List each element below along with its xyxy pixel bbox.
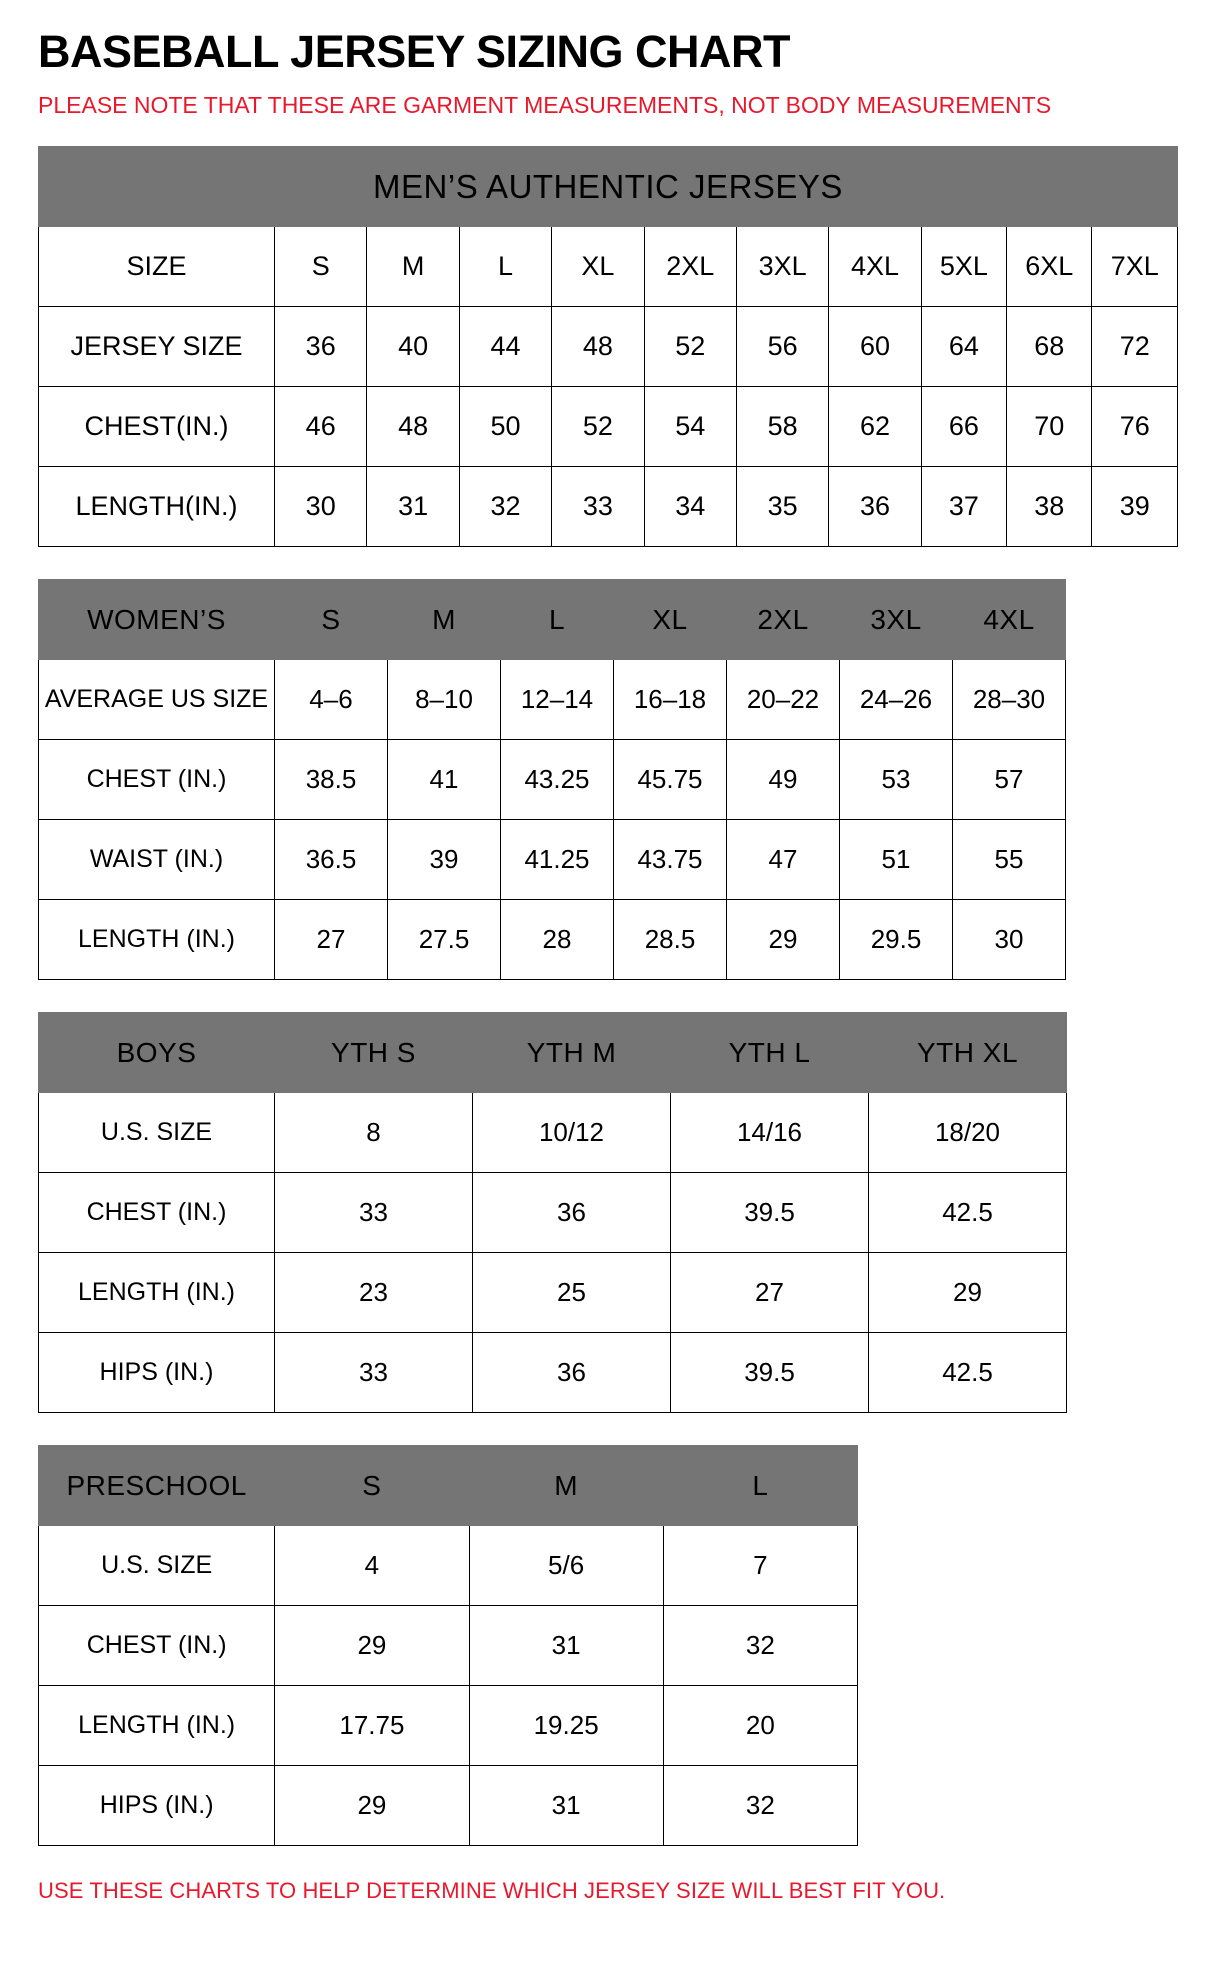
table-cell: 39 xyxy=(1092,467,1178,547)
table-row xyxy=(39,1766,858,1846)
table-cell: 52 xyxy=(552,387,644,467)
table-cell: 28.5 xyxy=(614,900,727,980)
table-cell: 42.5 xyxy=(869,1173,1067,1253)
table-row xyxy=(39,1093,1067,1173)
row-label-size: SIZE xyxy=(39,227,275,307)
table-cell: 31 xyxy=(367,467,459,547)
mens-authentic-jerseys-table xyxy=(38,146,1178,547)
table-cell: 64 xyxy=(921,307,1006,387)
table-cell: 44 xyxy=(459,307,551,387)
table-cell: 53 xyxy=(840,740,953,820)
table-row xyxy=(39,1526,858,1606)
table-cell: 32 xyxy=(459,467,551,547)
table-row-banner xyxy=(39,147,1178,227)
table-row xyxy=(39,1686,858,1766)
table-cell: 27 xyxy=(275,900,388,980)
table-cell: 36.5 xyxy=(275,820,388,900)
table-cell: 34 xyxy=(644,467,736,547)
table-cell: 4XL xyxy=(829,227,921,307)
table-row xyxy=(39,467,1178,547)
table-cell: 70 xyxy=(1007,387,1092,467)
table-cell: 4 xyxy=(275,1526,469,1606)
table-cell: 8–10 xyxy=(388,660,501,740)
table-cell: 33 xyxy=(275,1333,473,1413)
table-cell: 23 xyxy=(275,1253,473,1333)
table-cell: 41.25 xyxy=(501,820,614,900)
row-label-us-size: U.S. SIZE xyxy=(39,1526,275,1606)
table-row xyxy=(39,660,1066,740)
table-cell: 29 xyxy=(869,1253,1067,1333)
table-cell: 5XL xyxy=(921,227,1006,307)
table-cell: XL xyxy=(552,227,644,307)
row-label-length: LENGTH (IN.) xyxy=(39,1686,275,1766)
mens-banner: MEN’S AUTHENTIC JERSEYS xyxy=(39,147,1178,227)
table-row xyxy=(39,1253,1067,1333)
preschool-banner-label: PRESCHOOL xyxy=(39,1446,275,1526)
boys-size-header: YTH L xyxy=(671,1013,869,1093)
row-label-hips: HIPS (IN.) xyxy=(39,1333,275,1413)
table-cell: 72 xyxy=(1092,307,1178,387)
preschool-size-header: M xyxy=(469,1446,663,1526)
table-cell: 33 xyxy=(275,1173,473,1253)
table-cell: 29.5 xyxy=(840,900,953,980)
table-cell: 12–14 xyxy=(501,660,614,740)
table-row xyxy=(39,900,1066,980)
row-label-chest: CHEST (IN.) xyxy=(39,1173,275,1253)
table-cell: 36 xyxy=(473,1173,671,1253)
table-cell: 46 xyxy=(275,387,367,467)
womens-size-header: L xyxy=(501,580,614,660)
table-cell: 17.75 xyxy=(275,1686,469,1766)
row-label-chest: CHEST (IN.) xyxy=(39,740,275,820)
table-cell: S xyxy=(275,227,367,307)
table-row xyxy=(39,1333,1067,1413)
table-cell: 45.75 xyxy=(614,740,727,820)
table-cell: 38.5 xyxy=(275,740,388,820)
table-row xyxy=(39,307,1178,387)
table-cell: 14/16 xyxy=(671,1093,869,1173)
table-cell: 32 xyxy=(663,1606,857,1686)
table-cell: 38 xyxy=(1007,467,1092,547)
row-label-chest: CHEST(IN.) xyxy=(39,387,275,467)
table-cell: L xyxy=(459,227,551,307)
page-title: BASEBALL JERSEY SIZING CHART xyxy=(38,26,790,77)
table-cell: 42.5 xyxy=(869,1333,1067,1413)
table-cell: 7XL xyxy=(1092,227,1178,307)
table-row xyxy=(39,740,1066,820)
table-cell: 20–22 xyxy=(727,660,840,740)
table-cell: 48 xyxy=(367,387,459,467)
table-cell: 8 xyxy=(275,1093,473,1173)
table-cell: 37 xyxy=(921,467,1006,547)
table-cell: 49 xyxy=(727,740,840,820)
table-cell: 54 xyxy=(644,387,736,467)
table-cell: 31 xyxy=(469,1766,663,1846)
table-cell: 29 xyxy=(275,1766,469,1846)
table-cell: 47 xyxy=(727,820,840,900)
row-label-us-size: U.S. SIZE xyxy=(39,1093,275,1173)
row-label-length: LENGTH(IN.) xyxy=(39,467,275,547)
boys-banner-label: BOYS xyxy=(39,1013,275,1093)
table-cell: 43.25 xyxy=(501,740,614,820)
table-cell: 57 xyxy=(953,740,1066,820)
table-row xyxy=(39,1606,858,1686)
preschool-jerseys-table xyxy=(38,1445,858,1846)
row-label-jersey-size: JERSEY SIZE xyxy=(39,307,275,387)
boys-jerseys-table xyxy=(38,1012,1067,1413)
boys-size-header: YTH XL xyxy=(869,1013,1067,1093)
table-cell: 68 xyxy=(1007,307,1092,387)
table-cell: 33 xyxy=(552,467,644,547)
table-cell: 56 xyxy=(736,307,828,387)
womens-size-header: 3XL xyxy=(840,580,953,660)
table-row xyxy=(39,820,1066,900)
table-cell: 55 xyxy=(953,820,1066,900)
table-row xyxy=(39,227,1178,307)
table-cell: 28–30 xyxy=(953,660,1066,740)
table-cell: 39.5 xyxy=(671,1173,869,1253)
table-cell: 35 xyxy=(736,467,828,547)
table-cell: 48 xyxy=(552,307,644,387)
table-cell: 27.5 xyxy=(388,900,501,980)
table-cell: 7 xyxy=(663,1526,857,1606)
table-cell: 66 xyxy=(921,387,1006,467)
row-label-hips: HIPS (IN.) xyxy=(39,1766,275,1846)
table-cell: 27 xyxy=(671,1253,869,1333)
row-label-length: LENGTH (IN.) xyxy=(39,900,275,980)
table-cell: 43.75 xyxy=(614,820,727,900)
womens-jerseys-table xyxy=(38,579,1066,980)
table-cell: 40 xyxy=(367,307,459,387)
table-cell: 51 xyxy=(840,820,953,900)
table-cell: 62 xyxy=(829,387,921,467)
preschool-size-header: L xyxy=(663,1446,857,1526)
table-cell: 5/6 xyxy=(469,1526,663,1606)
womens-size-header: 4XL xyxy=(953,580,1066,660)
table-cell: 29 xyxy=(275,1606,469,1686)
table-cell: 39 xyxy=(388,820,501,900)
table-cell: 60 xyxy=(829,307,921,387)
boys-size-header: YTH S xyxy=(275,1013,473,1093)
table-cell: 4–6 xyxy=(275,660,388,740)
table-row xyxy=(39,387,1178,467)
garment-measurement-note: PLEASE NOTE THAT THESE ARE GARMENT MEASUREMENTS, NOT BODY MEASUREMENTS xyxy=(38,92,1052,119)
table-cell: M xyxy=(367,227,459,307)
boys-size-header: YTH M xyxy=(473,1013,671,1093)
table-cell: 31 xyxy=(469,1606,663,1686)
table-cell: 30 xyxy=(275,467,367,547)
table-cell: 36 xyxy=(275,307,367,387)
table-cell: 50 xyxy=(459,387,551,467)
table-cell: 29 xyxy=(727,900,840,980)
table-cell: 32 xyxy=(663,1766,857,1846)
table-cell: 6XL xyxy=(1007,227,1092,307)
table-cell: 19.25 xyxy=(469,1686,663,1766)
table-cell: 16–18 xyxy=(614,660,727,740)
table-cell: 39.5 xyxy=(671,1333,869,1413)
table-cell: 20 xyxy=(663,1686,857,1766)
table-cell: 30 xyxy=(953,900,1066,980)
womens-banner-label: WOMEN’S xyxy=(39,580,275,660)
preschool-size-header: S xyxy=(275,1446,469,1526)
table-row-banner xyxy=(39,580,1066,660)
womens-size-header: S xyxy=(275,580,388,660)
table-cell: 41 xyxy=(388,740,501,820)
table-cell: 24–26 xyxy=(840,660,953,740)
womens-size-header: 2XL xyxy=(727,580,840,660)
table-row-banner xyxy=(39,1013,1067,1093)
table-row-banner xyxy=(39,1446,858,1526)
womens-size-header: XL xyxy=(614,580,727,660)
table-cell: 28 xyxy=(501,900,614,980)
row-label-average-us-size: AVERAGE US SIZE xyxy=(39,660,275,740)
table-cell: 2XL xyxy=(644,227,736,307)
row-label-chest: CHEST (IN.) xyxy=(39,1606,275,1686)
table-cell: 3XL xyxy=(736,227,828,307)
table-cell: 18/20 xyxy=(869,1093,1067,1173)
table-cell: 10/12 xyxy=(473,1093,671,1173)
table-cell: 58 xyxy=(736,387,828,467)
table-cell: 76 xyxy=(1092,387,1178,467)
table-cell: 25 xyxy=(473,1253,671,1333)
womens-size-header: M xyxy=(388,580,501,660)
table-cell: 36 xyxy=(829,467,921,547)
table-row xyxy=(39,1173,1067,1253)
row-label-waist: WAIST (IN.) xyxy=(39,820,275,900)
table-cell: 52 xyxy=(644,307,736,387)
row-label-length: LENGTH (IN.) xyxy=(39,1253,275,1333)
table-cell: 36 xyxy=(473,1333,671,1413)
footer-note: USE THESE CHARTS TO HELP DETERMINE WHICH JERSEY SIZE WILL BEST FIT YOU. xyxy=(38,1878,946,1903)
